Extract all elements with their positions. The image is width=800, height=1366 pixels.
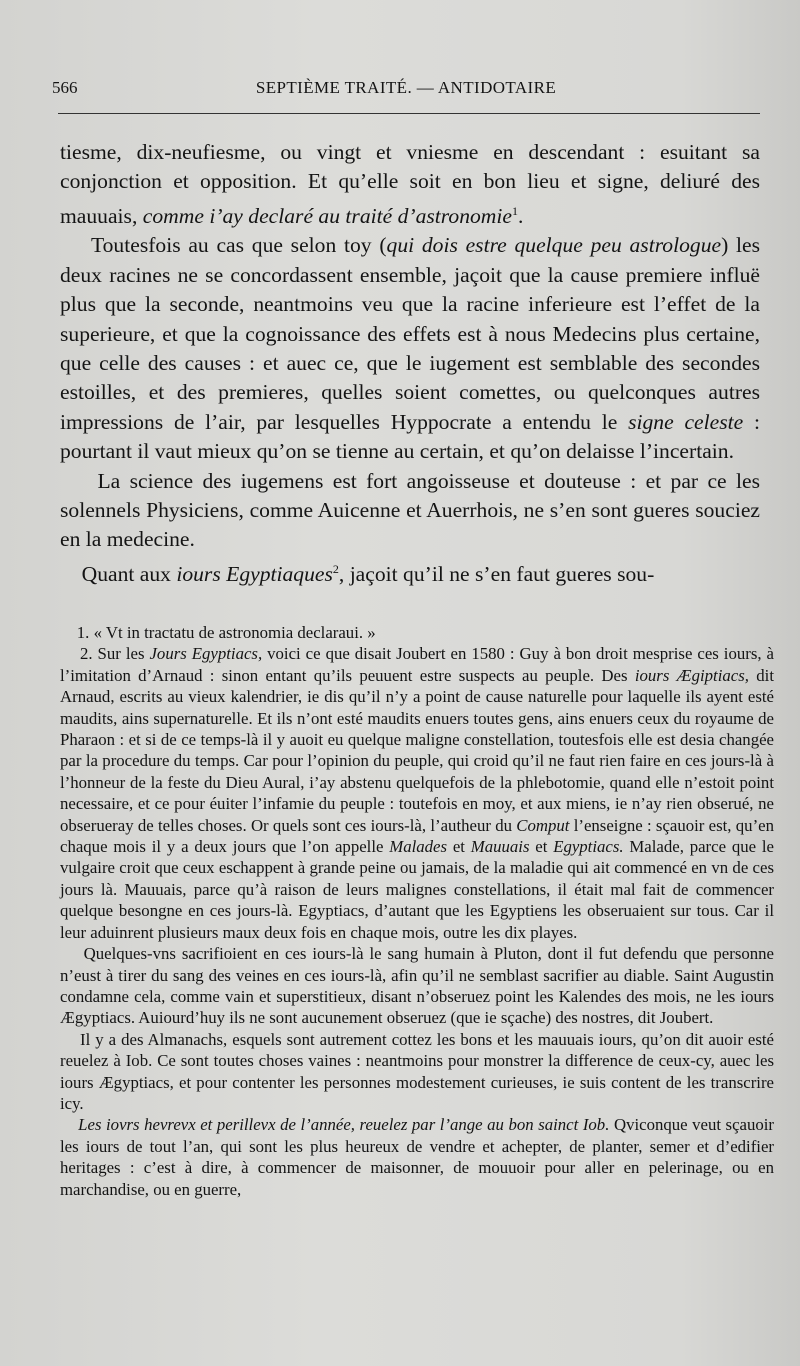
text-run: et (447, 837, 471, 857)
text-run: Quant aux (81, 562, 177, 587)
text-run: 2. Sur les (79, 644, 150, 664)
text-run: Quelques-vns sacrifioient en ces iours-là le sang humain à Pluton, dont il fut defendu que personne n’eust à tirer du sang des veines en ces iours-là, afin qu’il ne semblast sacrifier au diable. Saint Augustin condamne cela, comme vain et superstitieux, disant n’obseruez point les Kalendes des mois, ne les iours Ægyptiacs. Auiourd’huy ils ne sont aucunement obseruez (que ie sçache) des nostres, dit Joubert. (60, 944, 774, 1028)
page-number: 566 (52, 78, 78, 97)
italic-text: signe celeste (628, 409, 744, 434)
footnote-ref: 2 (332, 561, 339, 576)
text-run: 1. « Vt in tractatu de astronomia declaraui. » (76, 623, 376, 642)
text-run: voici ce que disait Joubert en 1580 : Guy à bon droit mesprise ces iours, à l’imitation d’Arnaud : sinon entant qu’ils peuuent estre suspects au peuple. Des (60, 644, 774, 685)
text-run: et (529, 837, 554, 857)
text-run: La science des iugemens est fort angoisseuse et douteuse : et par ce les solennels Physiciens, comme Auicenne et Auerrhois, ne s’en sont gueres souciez en la medecine. (60, 468, 760, 552)
footnote-ref: 1 (511, 203, 518, 218)
main-text (60, 138, 760, 589)
italic-text: qui dois estre quelque peu astrologue (386, 233, 722, 258)
footnote (60, 1029, 774, 1115)
italic-text: Comput (516, 815, 570, 835)
footnote (60, 943, 774, 1029)
header-rule (58, 113, 760, 114)
italic-text: Egyptiacs. (553, 837, 624, 857)
italic-text: Les iovrs hevrevx et perillevx de l’année, reuelez par l’ange au bon sainct Iob. (78, 1115, 610, 1135)
text-run: tiesme, dix-neufiesme, ou vingt et vniesme en descendant : esuitant sa conjonction et opposition. Et qu’elle soit en bon lieu et signe, deliuré des mauuais, (60, 140, 760, 228)
footnotes (60, 622, 774, 1200)
italic-text: Malades (389, 837, 448, 857)
footnote (60, 622, 774, 643)
footnote (60, 643, 774, 943)
italic-text: iours Egyptiaques (176, 562, 333, 587)
text-run: ) les deux racines ne se concordassent ensemble, jaçoit que la cause premiere influë plus que la seconde, neantmoins veu que la racine inferieure est l’effet de la superieure, et que la cognoissance des effets est à nous Medecins plus certaine, que celle des causes : et auec ce, que le iugement est semblable des secondes estoilles, et des premieres, quelles soient comettes, ou quelconques autres impressions de l’air, par lesquelles Hyppocrate a entendu le (60, 233, 761, 434)
page-header (52, 78, 760, 104)
footnote (60, 1114, 774, 1200)
text-run: , jaçoit qu’il ne s’en faut gueres sou- (338, 562, 655, 587)
text-run: : pourtant il vaut mieux qu’on se tienne au certain, et qu’on delaisse l’incertain. (60, 409, 760, 464)
text-run: l’enseigne : sçauoir est, qu’en chaque mois il y a deux jours que l’on appelle (60, 815, 774, 857)
italic-text: comme i’ay declaré au traité d’astronomie (142, 204, 512, 228)
text-run: dit Arnaud, escrits au vieux kalendrier, ie dis qu’il n’y a point de cause naturelle pour laquelle ils ayent esté maudits, ains supernaturelle. Et ils n’ont esté maudits enuers toutes gens, ains enuers ceux du royaume de Pharaon : et si de ce temps-là il y auoit eu quelque maligne constellation, toutesfois elle est desia changée par la procedure du temps. Car pour l’opinion du peuple, qui croid qu’il ne faut rien faire en ces jours-là à l’honneur de la feste du Dieu Aural, i’ay abstenu quelquefois de la phlebotomie, quand elle n’estoit point necessaire, et ce pour éuiter l’infamie du peuple : toutefois en moy, et aux miens, ie n’ay rien obserué, ne obserueray de telles choses. Or quels sont ces iours-là, l’autheur du (60, 665, 774, 835)
text-run: Malade, parce que le vulgaire croit que ceux eschappent à grande peine ou jamais, de la maladie qui ait commencé en vn de ces jours là. Mauuais, parce qu’à raison de leurs malignes constellations, il était mal fait de commencer quelque besongne en ces jours-là. Egyptiacs, d’autant que les Egyptiens les obseruaient sur tous. Car il leur aduinrent plusieurs maux deux fois en chaque mois, outre les dix playes. (60, 837, 774, 942)
italic-text: Mauuais (470, 837, 530, 857)
running-title: SEPTIÈME TRAITÉ. — ANTIDOTAIRE (255, 78, 557, 97)
paragraph (60, 138, 760, 231)
text-run: Il y a des Almanachs, esquels sont autrement cottez les bons et les mauuais iours, qu’on dit auoir esté reuelez à Iob. Ce sont toutes choses vaines : neantmoins pour monstrer la difference de ceux-cy, auec les iours Ægyptiacs, et pour contenter les personnes modestement curieuses, ie suis content de les transcrire icy. (60, 1029, 775, 1113)
italic-text: iours Ægiptiacs, (634, 665, 749, 685)
italic-text: Jours Egyptiacs, (149, 644, 263, 664)
text-run: . (517, 204, 524, 228)
text-run: Toutesfois au cas que selon toy ( (90, 233, 387, 258)
paragraph (60, 555, 760, 590)
paragraph (60, 467, 760, 555)
text-run: Qviconque veut sçauoir les iours de tout l’an, qui sont les plus heureux de vendre et achepter, de planter, semer et d’edifier heritages : c’est à dire, à commencer de maisonner, de mouuoir pour aller en pelerinage, ou en marchandise, ou en guerre, (60, 1115, 775, 1199)
paragraph (60, 231, 760, 466)
